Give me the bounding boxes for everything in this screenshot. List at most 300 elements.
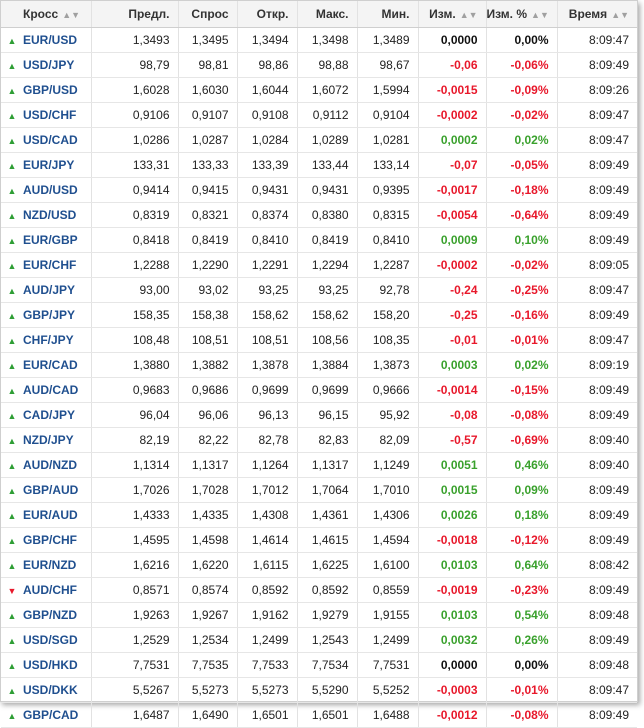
time-cell: 8:09:19	[557, 352, 637, 377]
pair-cell	[23, 577, 91, 602]
ask-cell: 0,9686	[178, 377, 237, 402]
trend-cell	[1, 627, 23, 652]
change-cell: 0,0015	[418, 477, 486, 502]
ask-cell: 82,22	[178, 427, 237, 452]
arrow-down-icon: ▼	[7, 585, 17, 596]
pair-link[interactable]: USD/SGD	[23, 632, 78, 647]
table-row[interactable]	[1, 602, 637, 627]
pair-cell	[23, 152, 91, 177]
pair-cell	[23, 452, 91, 477]
time-cell: 8:09:47	[557, 127, 637, 152]
change-pct-cell: -0,02%	[486, 102, 557, 127]
ask-cell: 1,3882	[178, 352, 237, 377]
table-row[interactable]	[1, 27, 637, 52]
bid-cell: 1,2529	[91, 627, 178, 652]
ask-cell: 1,4598	[178, 527, 237, 552]
arrow-up-icon: ▲	[7, 510, 17, 521]
time-cell: 8:09:47	[557, 677, 637, 702]
open-cell: 96,13	[237, 402, 297, 427]
trend-cell	[1, 402, 23, 427]
arrow-up-icon: ▲	[7, 60, 17, 71]
open-cell: 93,25	[237, 277, 297, 302]
arrow-up-icon: ▲	[7, 435, 17, 446]
open-cell: 0,9108	[237, 102, 297, 127]
trend-cell	[1, 377, 23, 402]
pair-link[interactable]: USD/CAD	[23, 132, 78, 147]
column-header-open[interactable]	[237, 1, 297, 27]
pair-link[interactable]: AUD/NZD	[23, 457, 77, 472]
pair-link[interactable]: GBP/NZD	[23, 607, 77, 622]
arrow-up-icon: ▲	[7, 185, 17, 196]
change-cell: -0,0017	[418, 177, 486, 202]
bid-cell: 1,0286	[91, 127, 178, 152]
pair-cell	[23, 477, 91, 502]
bid-cell: 98,79	[91, 52, 178, 77]
table-row[interactable]	[1, 627, 637, 652]
bid-cell: 1,1314	[91, 452, 178, 477]
bid-cell: 0,9414	[91, 177, 178, 202]
open-cell: 5,5273	[237, 677, 297, 702]
low-cell: 0,9666	[357, 377, 418, 402]
change-pct-cell: 0,54%	[486, 602, 557, 627]
column-header-change[interactable]	[418, 1, 486, 27]
high-cell: 93,25	[297, 277, 357, 302]
pair-link[interactable]: EUR/CAD	[23, 357, 78, 372]
time-cell: 8:09:47	[557, 327, 637, 352]
change-cell: -0,07	[418, 152, 486, 177]
change-cell: -0,0012	[418, 702, 486, 727]
high-cell: 1,7064	[297, 477, 357, 502]
column-header-bid[interactable]	[91, 1, 178, 27]
table-row[interactable]	[1, 202, 637, 227]
column-header-open-label: Откр.	[256, 6, 289, 21]
low-cell: 1,2287	[357, 252, 418, 277]
low-cell: 7,7531	[357, 652, 418, 677]
change-pct-cell: 0,00%	[486, 27, 557, 52]
high-cell: 1,3498	[297, 27, 357, 52]
change-cell: -0,0003	[418, 677, 486, 702]
change-pct-cell: 0,18%	[486, 502, 557, 527]
pair-link[interactable]: EUR/CHF	[23, 257, 77, 272]
ask-cell: 0,8419	[178, 227, 237, 252]
arrow-up-icon: ▲	[7, 660, 17, 671]
ask-cell: 1,0287	[178, 127, 237, 152]
arrow-up-icon: ▲	[7, 410, 17, 421]
sort-icon[interactable]: ▲▼	[459, 9, 478, 20]
ask-cell: 1,6220	[178, 552, 237, 577]
low-cell: 95,92	[357, 402, 418, 427]
change-pct-cell: 0,02%	[486, 127, 557, 152]
pair-cell	[23, 677, 91, 702]
trend-cell	[1, 577, 23, 602]
sort-icon[interactable]: ▲▼	[531, 9, 549, 20]
time-cell: 8:09:49	[557, 527, 637, 552]
pair-cell	[23, 377, 91, 402]
table-row[interactable]	[1, 152, 637, 177]
low-cell: 0,8410	[357, 227, 418, 252]
column-header-pair[interactable]	[1, 1, 91, 27]
pair-cell	[23, 202, 91, 227]
time-cell: 8:09:49	[557, 377, 637, 402]
change-cell: -0,25	[418, 302, 486, 327]
arrow-up-icon: ▲	[7, 685, 17, 696]
bid-cell: 7,7531	[91, 652, 178, 677]
pair-link[interactable]: EUR/JPY	[23, 157, 75, 172]
pair-link[interactable]: USD/HKD	[23, 657, 78, 672]
ask-cell: 5,5273	[178, 677, 237, 702]
time-cell: 8:09:49	[557, 177, 637, 202]
trend-cell	[1, 127, 23, 152]
high-cell: 0,8380	[297, 202, 357, 227]
ask-cell: 158,38	[178, 302, 237, 327]
pair-cell	[23, 127, 91, 152]
column-header-low[interactable]	[357, 1, 418, 27]
ask-cell: 1,1317	[178, 452, 237, 477]
pair-link[interactable]: EUR/NZD	[23, 557, 77, 572]
bid-cell: 1,4595	[91, 527, 178, 552]
bid-cell: 158,35	[91, 302, 178, 327]
table-row[interactable]	[1, 377, 637, 402]
pair-link[interactable]: NZD/USD	[23, 207, 77, 222]
ask-cell: 0,9415	[178, 177, 237, 202]
change-pct-cell: 0,26%	[486, 627, 557, 652]
pair-link[interactable]: AUD/USD	[23, 182, 78, 197]
change-cell: -0,06	[418, 52, 486, 77]
change-pct-cell: -0,09%	[486, 77, 557, 102]
table-row[interactable]	[1, 477, 637, 502]
change-cell: 0,0002	[418, 127, 486, 152]
pair-link[interactable]: AUD/JPY	[23, 282, 76, 297]
ask-cell: 1,6030	[178, 77, 237, 102]
bid-cell: 0,8418	[91, 227, 178, 252]
pair-link[interactable]: USD/CHF	[23, 107, 77, 122]
pair-cell	[23, 527, 91, 552]
time-cell: 8:09:49	[557, 627, 637, 652]
pair-cell	[23, 602, 91, 627]
column-header-low-label: Мин.	[381, 6, 410, 21]
low-cell: 0,9104	[357, 102, 418, 127]
time-cell: 8:09:40	[557, 452, 637, 477]
high-cell: 1,3884	[297, 352, 357, 377]
ask-cell: 1,3495	[178, 27, 237, 52]
time-cell: 8:09:05	[557, 252, 637, 277]
pair-cell	[23, 302, 91, 327]
ask-cell: 1,7028	[178, 477, 237, 502]
table-row[interactable]	[1, 302, 637, 327]
bid-cell: 0,9683	[91, 377, 178, 402]
trend-cell	[1, 177, 23, 202]
change-pct-cell: 0,46%	[486, 452, 557, 477]
table-row[interactable]	[1, 252, 637, 277]
ask-cell: 0,9107	[178, 102, 237, 127]
high-cell: 96,15	[297, 402, 357, 427]
trend-cell	[1, 327, 23, 352]
change-cell: 0,0103	[418, 602, 486, 627]
bid-cell: 1,2288	[91, 252, 178, 277]
bid-cell: 0,8319	[91, 202, 178, 227]
change-pct-cell: -0,25%	[486, 277, 557, 302]
change-pct-cell: 0,10%	[486, 227, 557, 252]
high-cell: 0,8592	[297, 577, 357, 602]
bid-cell: 96,04	[91, 402, 178, 427]
pair-link[interactable]: AUD/CHF	[23, 582, 77, 597]
low-cell: 5,5252	[357, 677, 418, 702]
low-cell: 98,67	[357, 52, 418, 77]
low-cell: 133,14	[357, 152, 418, 177]
arrow-up-icon: ▲	[7, 210, 17, 221]
table-row[interactable]	[1, 127, 637, 152]
high-cell: 1,6072	[297, 77, 357, 102]
open-cell: 1,2291	[237, 252, 297, 277]
sort-icon[interactable]: ▲▼	[62, 9, 81, 20]
change-pct-cell: -0,02%	[486, 252, 557, 277]
time-cell: 8:09:49	[557, 202, 637, 227]
open-cell: 0,9431	[237, 177, 297, 202]
low-cell: 1,7010	[357, 477, 418, 502]
arrow-up-icon: ▲	[7, 560, 17, 571]
change-pct-cell: -0,08%	[486, 402, 557, 427]
pair-cell	[23, 277, 91, 302]
change-cell: 0,0032	[418, 627, 486, 652]
ask-cell: 0,8574	[178, 577, 237, 602]
high-cell: 158,62	[297, 302, 357, 327]
low-cell: 1,2499	[357, 627, 418, 652]
table-row[interactable]	[1, 52, 637, 77]
open-cell: 82,78	[237, 427, 297, 452]
pair-cell	[23, 402, 91, 427]
open-cell: 1,1264	[237, 452, 297, 477]
table-row[interactable]	[1, 227, 637, 252]
change-pct-cell: 0,02%	[486, 352, 557, 377]
pair-cell	[23, 227, 91, 252]
low-cell: 92,78	[357, 277, 418, 302]
table-row[interactable]	[1, 527, 637, 552]
change-cell: -0,24	[418, 277, 486, 302]
trend-cell	[1, 652, 23, 677]
quotes-table	[1, 1, 637, 728]
pair-link[interactable]: CAD/JPY	[23, 407, 76, 422]
pair-link[interactable]: GBP/USD	[23, 82, 78, 97]
bid-cell: 1,6216	[91, 552, 178, 577]
trend-cell	[1, 202, 23, 227]
high-cell: 1,6225	[297, 552, 357, 577]
pair-cell	[23, 502, 91, 527]
trend-cell	[1, 277, 23, 302]
bid-cell: 108,48	[91, 327, 178, 352]
open-cell: 1,6501	[237, 702, 297, 727]
table-row[interactable]	[1, 652, 637, 677]
trend-cell	[1, 477, 23, 502]
change-cell: -0,0002	[418, 252, 486, 277]
table-row[interactable]	[1, 677, 637, 702]
pair-link[interactable]: USD/JPY	[23, 57, 75, 72]
pair-cell	[23, 652, 91, 677]
change-cell: 0,0051	[418, 452, 486, 477]
time-cell: 8:09:49	[557, 52, 637, 77]
high-cell: 82,83	[297, 427, 357, 452]
arrow-up-icon: ▲	[7, 310, 17, 321]
table-row[interactable]	[1, 452, 637, 477]
arrow-up-icon: ▲	[7, 610, 17, 621]
low-cell: 108,35	[357, 327, 418, 352]
trend-cell	[1, 77, 23, 102]
pair-cell	[23, 352, 91, 377]
high-cell: 1,2294	[297, 252, 357, 277]
pair-cell	[23, 77, 91, 102]
trend-cell	[1, 452, 23, 477]
time-cell: 8:08:42	[557, 552, 637, 577]
trend-cell	[1, 427, 23, 452]
low-cell: 158,20	[357, 302, 418, 327]
open-cell: 1,3494	[237, 27, 297, 52]
column-header-change-pct[interactable]	[486, 1, 557, 27]
open-cell: 0,8374	[237, 202, 297, 227]
pair-cell	[23, 177, 91, 202]
high-cell: 108,56	[297, 327, 357, 352]
trend-cell	[1, 227, 23, 252]
table-row[interactable]	[1, 277, 637, 302]
change-pct-cell: 0,00%	[486, 652, 557, 677]
time-cell: 8:09:26	[557, 77, 637, 102]
pair-link[interactable]: EUR/GBP	[23, 232, 78, 247]
pair-cell	[23, 427, 91, 452]
pair-link[interactable]: USD/DKK	[23, 682, 78, 697]
trend-cell	[1, 502, 23, 527]
pair-link[interactable]: EUR/USD	[23, 32, 78, 47]
sort-icon[interactable]: ▲▼	[611, 9, 630, 20]
pair-link[interactable]: GBP/CAD	[23, 707, 79, 722]
change-pct-cell: -0,64%	[486, 202, 557, 227]
ask-cell: 0,8321	[178, 202, 237, 227]
open-cell: 0,8410	[237, 227, 297, 252]
pair-link[interactable]: AUD/CAD	[23, 382, 79, 397]
table-row[interactable]	[1, 702, 637, 727]
open-cell: 158,62	[237, 302, 297, 327]
ask-cell: 133,33	[178, 152, 237, 177]
pair-link[interactable]: GBP/JPY	[23, 307, 76, 322]
table-row[interactable]	[1, 552, 637, 577]
high-cell: 133,44	[297, 152, 357, 177]
arrow-up-icon: ▲	[7, 335, 17, 346]
open-cell: 1,3878	[237, 352, 297, 377]
time-cell: 8:09:49	[557, 402, 637, 427]
open-cell: 1,4614	[237, 527, 297, 552]
pair-cell	[23, 27, 91, 52]
time-cell: 8:09:49	[557, 502, 637, 527]
table-row[interactable]	[1, 402, 637, 427]
change-cell: 0,0003	[418, 352, 486, 377]
arrow-up-icon: ▲	[7, 535, 17, 546]
change-cell: -0,0014	[418, 377, 486, 402]
ask-cell: 1,9267	[178, 602, 237, 627]
low-cell: 0,8315	[357, 202, 418, 227]
table-row[interactable]	[1, 427, 637, 452]
pair-cell	[23, 702, 91, 727]
time-cell: 8:09:49	[557, 152, 637, 177]
column-header-bid-label: Предл.	[128, 6, 170, 21]
arrow-up-icon: ▲	[7, 35, 17, 46]
time-cell: 8:09:40	[557, 427, 637, 452]
pair-cell	[23, 102, 91, 127]
column-header-time[interactable]	[557, 1, 637, 27]
time-cell: 8:09:48	[557, 652, 637, 677]
pair-cell	[23, 252, 91, 277]
change-pct-cell: -0,08%	[486, 702, 557, 727]
low-cell: 1,3489	[357, 27, 418, 52]
time-cell: 8:09:48	[557, 602, 637, 627]
table-row[interactable]	[1, 352, 637, 377]
change-pct-cell: -0,18%	[486, 177, 557, 202]
open-cell: 7,7533	[237, 652, 297, 677]
trend-cell	[1, 52, 23, 77]
arrow-up-icon: ▲	[7, 160, 17, 171]
table-row[interactable]	[1, 77, 637, 102]
low-cell: 1,1249	[357, 452, 418, 477]
column-header-high[interactable]	[297, 1, 357, 27]
trend-cell	[1, 152, 23, 177]
low-cell: 1,9155	[357, 602, 418, 627]
bid-cell: 0,8571	[91, 577, 178, 602]
change-cell: -0,01	[418, 327, 486, 352]
time-cell: 8:09:47	[557, 27, 637, 52]
open-cell: 108,51	[237, 327, 297, 352]
high-cell: 98,88	[297, 52, 357, 77]
arrow-up-icon: ▲	[7, 110, 17, 121]
bid-cell: 5,5267	[91, 677, 178, 702]
change-cell: -0,08	[418, 402, 486, 427]
table-row[interactable]	[1, 102, 637, 127]
high-cell: 0,9112	[297, 102, 357, 127]
ask-cell: 1,4335	[178, 502, 237, 527]
ask-cell: 93,02	[178, 277, 237, 302]
table-row[interactable]	[1, 577, 637, 602]
change-pct-cell: -0,16%	[486, 302, 557, 327]
table-row[interactable]	[1, 177, 637, 202]
high-cell: 5,5290	[297, 677, 357, 702]
open-cell: 1,2499	[237, 627, 297, 652]
column-header-pair-label: Кросс	[23, 6, 59, 21]
ask-cell: 1,2290	[178, 252, 237, 277]
pair-cell	[23, 627, 91, 652]
arrow-up-icon: ▲	[7, 460, 17, 471]
pair-link[interactable]: GBP/AUD	[23, 482, 79, 497]
change-cell: -0,0054	[418, 202, 486, 227]
ask-cell: 1,2534	[178, 627, 237, 652]
change-cell: -0,0019	[418, 577, 486, 602]
pair-link[interactable]: NZD/JPY	[23, 432, 74, 447]
bid-cell: 93,00	[91, 277, 178, 302]
pair-link[interactable]: CHF/JPY	[23, 332, 74, 347]
low-cell: 1,6100	[357, 552, 418, 577]
ask-cell: 96,06	[178, 402, 237, 427]
column-header-ask[interactable]	[178, 1, 237, 27]
table-header-row	[1, 1, 637, 27]
time-cell: 8:09:49	[557, 227, 637, 252]
low-cell: 1,4306	[357, 502, 418, 527]
time-cell: 8:09:49	[557, 577, 637, 602]
table-row[interactable]	[1, 327, 637, 352]
change-pct-cell: -0,01%	[486, 677, 557, 702]
open-cell: 0,9699	[237, 377, 297, 402]
pair-link[interactable]: GBP/CHF	[23, 532, 77, 547]
pair-link[interactable]: EUR/AUD	[23, 507, 78, 522]
bid-cell: 1,6487	[91, 702, 178, 727]
change-cell: -0,0015	[418, 77, 486, 102]
ask-cell: 7,7535	[178, 652, 237, 677]
arrow-up-icon: ▲	[7, 635, 17, 646]
high-cell: 0,9699	[297, 377, 357, 402]
table-row[interactable]	[1, 502, 637, 527]
